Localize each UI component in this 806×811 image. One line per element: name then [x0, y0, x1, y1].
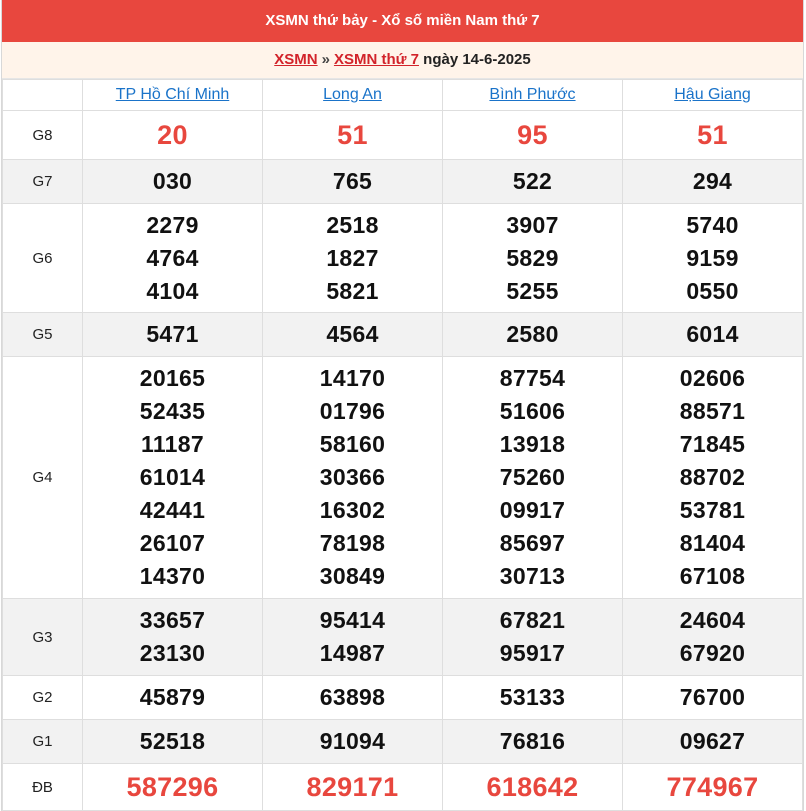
province-header: [83, 80, 263, 111]
prize-label: G4: [3, 357, 83, 599]
prize-cell: [623, 764, 803, 811]
prize-number: 91094: [319, 728, 386, 754]
prize-number: 4764: [146, 244, 199, 271]
prize-number: 75260: [499, 464, 566, 490]
prize-label: G1: [3, 720, 83, 764]
prize-number: 53133: [499, 684, 566, 710]
prize-label: G5: [3, 313, 83, 357]
prize-number: 30849: [319, 563, 386, 589]
prize-number: 20: [157, 119, 188, 150]
prize-cell: [443, 764, 623, 811]
prize-number: 61014: [139, 464, 206, 490]
prize-cell: [443, 357, 623, 599]
prize-number: 30366: [319, 464, 386, 490]
prize-number: 294: [692, 168, 733, 194]
prize-number: 587296: [126, 771, 219, 802]
prize-cell: [623, 599, 803, 676]
prize-number: 67108: [679, 563, 746, 589]
prize-row-g5: [3, 313, 803, 357]
prize-number: 51: [697, 119, 728, 150]
prize-number: 829171: [306, 771, 399, 802]
prize-number: 42441: [139, 497, 206, 523]
prize-number: 67920: [679, 640, 746, 666]
prize-row-g2: [3, 676, 803, 720]
prize-row-g8: [3, 111, 803, 160]
prize-cell: [443, 676, 623, 720]
prize-cell: [83, 720, 263, 764]
province-header: [263, 80, 443, 111]
prize-number: 13918: [499, 431, 566, 457]
prize-number: 85697: [499, 530, 566, 556]
prize-cell: [83, 599, 263, 676]
prize-cell: [623, 204, 803, 313]
prize-number: 02606: [679, 365, 746, 391]
prize-label: G3: [3, 599, 83, 676]
prize-number: 3907: [506, 211, 559, 238]
prize-cell: [263, 111, 443, 160]
prize-number: 24604: [679, 607, 746, 633]
prize-row-g7: [3, 160, 803, 204]
prize-cell: [623, 111, 803, 160]
prize-number: 5829: [506, 244, 559, 271]
prize-cell: [623, 160, 803, 204]
prize-number: 95917: [499, 640, 566, 666]
prize-number: 30713: [499, 563, 566, 589]
prize-number: 67821: [499, 607, 566, 633]
prize-cell: [83, 160, 263, 204]
province-header: [443, 80, 623, 111]
prize-cell: [263, 599, 443, 676]
prize-number: 16302: [319, 497, 386, 523]
prize-row-g6: [3, 204, 803, 313]
prize-cell: [623, 720, 803, 764]
prize-label: ĐB: [3, 764, 83, 811]
prize-number: 4104: [146, 277, 199, 304]
prize-number: 01796: [319, 398, 386, 424]
prize-number: 88702: [679, 464, 746, 490]
breadcrumb-separator: »: [321, 51, 330, 68]
prize-number: 52518: [139, 728, 206, 754]
prize-number: 78198: [319, 530, 386, 556]
prize-number: 53781: [679, 497, 746, 523]
prize-number: 20165: [139, 365, 206, 391]
prize-number: 5821: [326, 277, 379, 304]
prize-number: 58160: [319, 431, 386, 457]
prize-cell: [443, 313, 623, 357]
prize-number: 81404: [679, 530, 746, 556]
prize-number: 5255: [506, 277, 559, 304]
prize-number: 6014: [686, 321, 739, 347]
prize-cell: [263, 357, 443, 599]
prize-cell: [83, 676, 263, 720]
prize-cell: [83, 204, 263, 313]
prize-row-g4: [3, 357, 803, 599]
prize-number: 14170: [319, 365, 386, 391]
province-header-row: [3, 80, 803, 111]
prize-cell: [263, 313, 443, 357]
breadcrumb-link-xsmn[interactable]: XSMN: [274, 51, 318, 68]
prize-number: 774967: [666, 771, 759, 802]
prize-number: 71845: [679, 431, 746, 457]
prize-number: 76700: [679, 684, 746, 710]
breadcrumb-link-xsmn-thu-7[interactable]: XSMN thứ 7: [333, 51, 419, 68]
prize-cell: [263, 676, 443, 720]
prize-number: 2279: [146, 211, 199, 238]
prize-number: 1827: [326, 244, 379, 271]
prize-number: 5740: [686, 211, 739, 238]
prize-cell: [443, 720, 623, 764]
prize-number: 51: [337, 119, 368, 150]
prize-number: 09627: [679, 728, 746, 754]
prize-cell: [83, 313, 263, 357]
prize-cell: [263, 204, 443, 313]
prize-cell: [443, 599, 623, 676]
prize-label: G6: [3, 204, 83, 313]
prize-cell: [83, 764, 263, 811]
prize-label: G2: [3, 676, 83, 720]
prize-cell: [83, 111, 263, 160]
prize-number: 23130: [139, 640, 206, 666]
province-link-tp-ho-chi-minh[interactable]: TP Hồ Chí Minh: [115, 86, 230, 103]
prize-number: 2580: [506, 321, 559, 347]
prize-row-g3: [3, 599, 803, 676]
prize-number: 52435: [139, 398, 206, 424]
prize-number: 5471: [146, 321, 199, 347]
prize-number: 2518: [326, 211, 379, 238]
prize-row-g1: [3, 720, 803, 764]
prize-number: 618642: [486, 771, 579, 802]
prize-number: 45879: [139, 684, 206, 710]
prize-cell: [83, 357, 263, 599]
breadcrumb: [2, 42, 803, 79]
prize-cell: [263, 160, 443, 204]
prize-number: 95414: [319, 607, 386, 633]
lottery-results-panel: [1, 0, 804, 811]
prize-row-special: [3, 764, 803, 811]
prize-number: 88571: [679, 398, 746, 424]
prize-label: G8: [3, 111, 83, 160]
prize-number: 09917: [499, 497, 566, 523]
prize-number: 14987: [319, 640, 386, 666]
prize-cell: [263, 720, 443, 764]
prize-cell: [623, 313, 803, 357]
prize-label: G7: [3, 160, 83, 204]
prize-cell: [443, 160, 623, 204]
province-link-binh-phuoc[interactable]: Bình Phước: [489, 86, 576, 103]
prize-cell: [443, 111, 623, 160]
prize-number: 4564: [326, 321, 379, 347]
prize-number: 9159: [686, 244, 739, 271]
prize-cell: [263, 764, 443, 811]
prize-number: 33657: [139, 607, 206, 633]
prize-cell: [623, 357, 803, 599]
prize-number: 765: [332, 168, 373, 194]
prize-number: 0550: [686, 277, 739, 304]
prize-number: 14370: [139, 563, 206, 589]
prize-number: 522: [512, 168, 553, 194]
prize-number: 95: [517, 119, 548, 150]
province-link-long-an[interactable]: Long An: [323, 86, 382, 103]
province-link-hau-giang[interactable]: Hậu Giang: [674, 86, 751, 103]
header-corner: [3, 80, 83, 111]
prize-cell: [443, 204, 623, 313]
prize-number: 76816: [499, 728, 566, 754]
breadcrumb-date: ngày 14-6-2025: [423, 51, 531, 68]
prize-number: 030: [152, 168, 193, 194]
prize-number: 63898: [319, 684, 386, 710]
province-header: [623, 80, 803, 111]
prize-rows: [3, 111, 803, 811]
prize-number: 51606: [499, 398, 566, 424]
results-table: [2, 79, 803, 811]
page-title: XSMN thứ bảy - Xổ số miền Nam thứ 7: [2, 0, 803, 42]
prize-number: 11187: [141, 431, 204, 457]
prize-number: 87754: [499, 365, 566, 391]
prize-number: 26107: [139, 530, 206, 556]
prize-cell: [623, 676, 803, 720]
